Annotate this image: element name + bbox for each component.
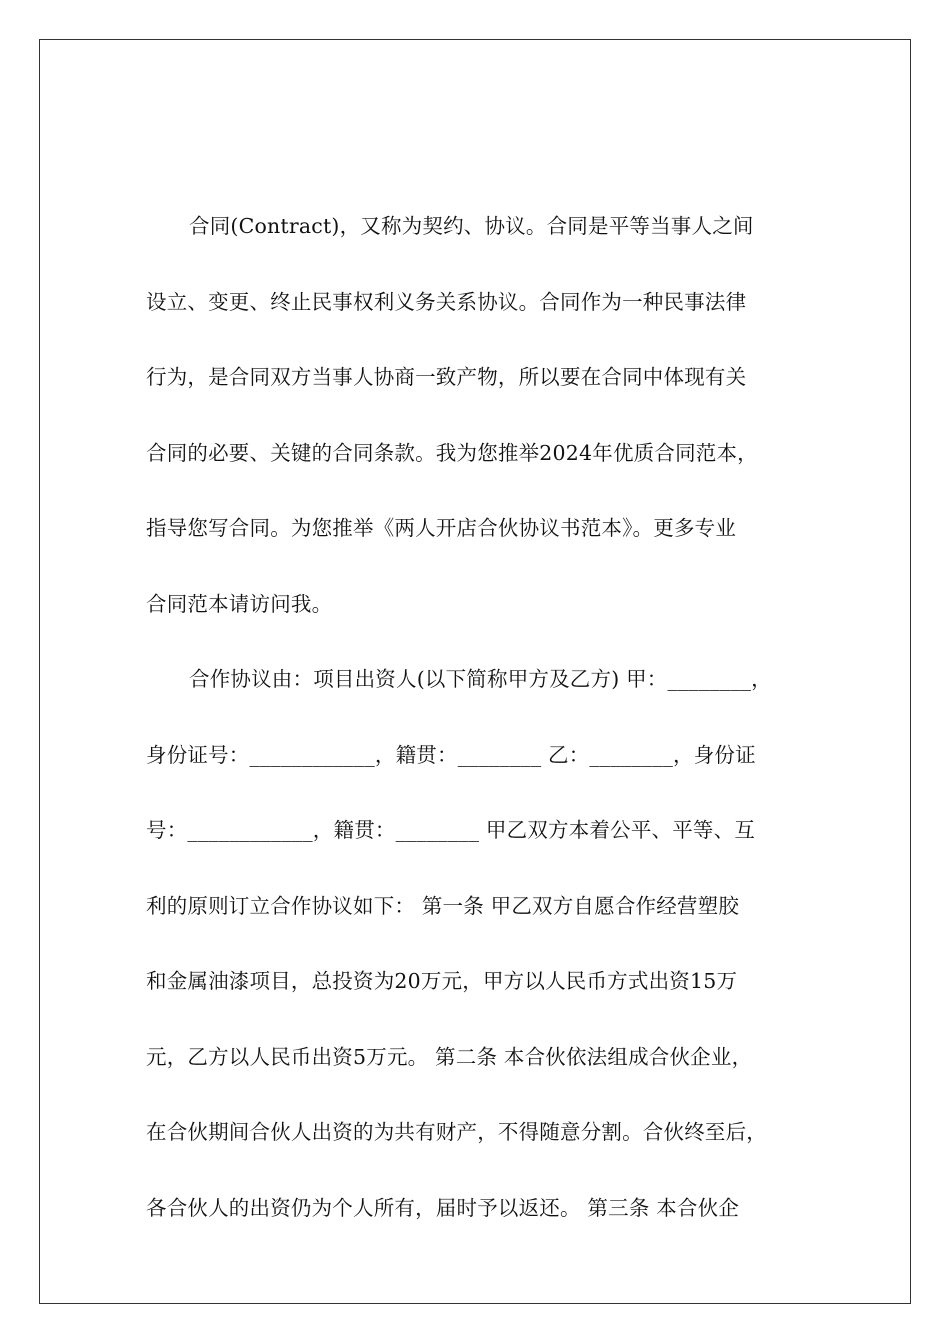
paragraph-1-line-3: 行为，是合同双方当事人协商一致产物，所以要在合同中体现有关	[146, 365, 747, 389]
paragraph-1-line-1: 合同(Contract)，又称为契约、协议。合同是平等当事人之间	[189, 214, 754, 238]
paragraph-2-line-3: 号：____________，籍贯：________ 甲乙双方本着公平、平等、互	[146, 818, 756, 842]
paragraph-2-line-8: 各合伙人的出资仍为个人所有，届时予以返还。 第三条 本合伙企	[146, 1195, 740, 1220]
paragraph-2-line-7: 在合伙期间合伙人出资的为共有财产，不得随意分割。合伙终至后，	[146, 1120, 767, 1144]
paragraph-2-line-1: 合作协议由：项目出资人(以下简称甲方及乙方) 甲：________，	[189, 667, 772, 691]
paragraph-1-line-6: 合同范本请访问我。	[146, 591, 333, 616]
paragraph-2-line-2: 身份证号：____________，籍贯：________ 乙：________，身份证	[146, 742, 756, 767]
paragraph-2-line-4: 利的原则订立合作协议如下： 第一条 甲乙双方自愿合作经营塑胶	[146, 893, 740, 918]
paragraph-1-line-5: 指导您写合同。为您推举《两人开店合伙协议书范本》。更多专业	[146, 516, 737, 540]
paragraph-2-line-5: 和金属油漆项目，总投资为20万元，甲方以人民币方式出资15万	[146, 969, 738, 993]
paragraph-2-line-6: 元，乙方以人民币出资5万元。 第二条 本合伙依法组成合伙企业，	[146, 1044, 753, 1069]
document-body	[146, 201, 806, 1258]
paragraph-1-line-2: 设立、变更、终止民事权利义务关系协议。合同作为一种民事法律	[146, 289, 747, 314]
paragraph-1-line-4: 合同的必要、关键的合同条款。我为您推举2024年优质合同范本，	[146, 440, 758, 465]
